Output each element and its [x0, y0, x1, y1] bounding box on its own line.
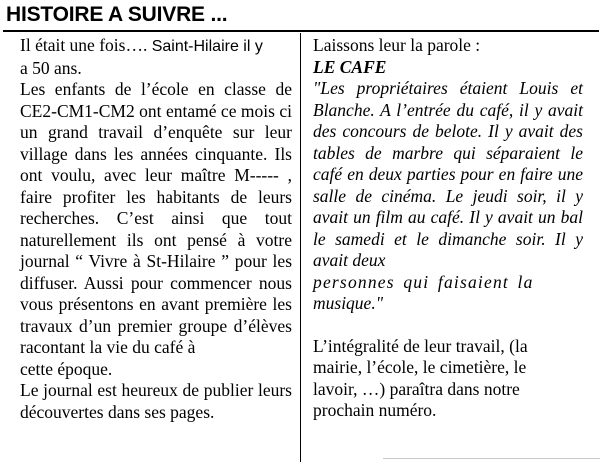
column-divider — [300, 33, 301, 462]
intro-text-serif: Il était une fois…. — [20, 35, 152, 55]
closing-line-2: mairie, l’école, le cimetière, le — [313, 357, 527, 377]
left-column — [20, 35, 292, 423]
intro-text-sans: Saint-Hilaire il y — [151, 38, 263, 55]
intro-line-2: a 50 ans. — [20, 57, 82, 78]
quote-paragraph: "Les propriétaires étaient Louis et Blanche. A l’entrée du café, il y avait des concours de belote. Il y avait des tables de marbre qui séparaient le café en deux parties pour en faire une salle de cinéma. Le jeudi soir, il y avait un film au café. Il y avait un bal le samedi et le dimanche soir. Il y avait deux — [313, 78, 583, 270]
main-paragraph-end: cette époque. — [20, 358, 113, 379]
bottom-rule — [383, 458, 600, 459]
spacer — [313, 315, 583, 336]
main-paragraph: Les enfants de l’école en classe de CE2-CM1-CM2 ont entamé ce mois ci un grand travail d’enquête sur leur village dans les années cinquante. Ils ont voulu, avec leur maître M----- , faire profiter les habitants de leurs recherches. C’est ainsi que tout naturellement ils ont pensé à votre journal “ Vivre à St-Hilaire ” pour les diffuser. Aussi pour commencer nous vous présentons en avant première les travaux d’un premier groupe d’élèves racontant la vie du café à — [20, 79, 292, 357]
page-title: HISTOIRE A SUIVRE ... — [6, 3, 228, 26]
quote-end: musique." — [313, 293, 384, 313]
right-column — [313, 35, 583, 422]
closing-line-4: prochain numéro. — [313, 400, 437, 420]
closing-line-1: L’intégralité de leur travail, (la — [313, 335, 528, 356]
intro-line — [20, 35, 292, 58]
section-heading: LE CAFE — [313, 56, 387, 77]
intro-line: Laissons leur la parole : — [313, 35, 481, 55]
closing-line-3: lavoir, …) paraîtra dans notre — [313, 378, 520, 399]
title-underline — [3, 30, 599, 32]
closing-paragraph: Le journal est heureux de publier leurs découvertes dans ses pages. — [20, 380, 292, 422]
quote-spaced-line: personnes qui faisaient la — [313, 271, 534, 292]
